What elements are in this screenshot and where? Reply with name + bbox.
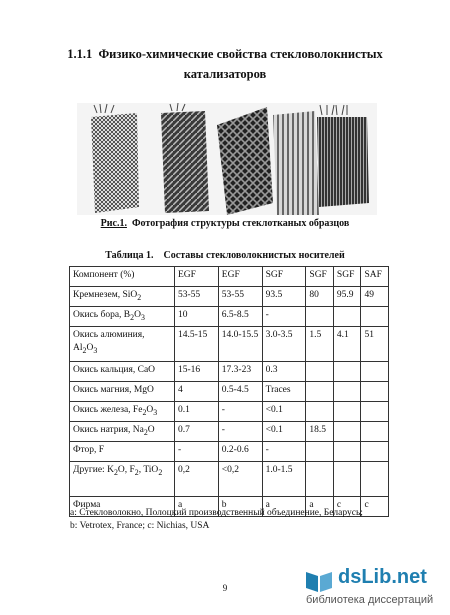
footnote-line1: a: Стекловолокно, Полоцкий производственный объединение, Беларусь; (70, 508, 363, 518)
value-cell (306, 307, 334, 327)
component-subscript: 2 (134, 467, 139, 477)
table-row (70, 422, 389, 442)
component-name-text: Окись натрия, Na (73, 425, 144, 435)
component-subscript: 2 (158, 467, 163, 477)
component-name-cell (70, 287, 175, 307)
header-cell: SGF (333, 267, 361, 287)
value-cell: 14.0-15.5 (218, 327, 262, 362)
value-cell: 4.1 (333, 327, 361, 362)
value-cell (361, 362, 389, 382)
page-number: 9 (222, 583, 228, 593)
component-name-text: O (86, 343, 94, 353)
watermark-brand: dsLib.net (338, 566, 427, 588)
figure-caption (40, 218, 410, 229)
value-cell (361, 402, 389, 422)
watermark-tagline: библиотека диссертаций (306, 594, 434, 606)
value-cell: 93.5 (262, 287, 306, 307)
value-cell: 10 (174, 307, 218, 327)
value-cell: <0.1 (262, 422, 306, 442)
component-name-text: O (146, 405, 154, 415)
value-cell: a (306, 497, 334, 517)
section-title-line2: катализаторов (183, 67, 267, 81)
table-row (70, 327, 389, 362)
component-subscript: 2 (137, 292, 142, 302)
value-cell: 0.7 (174, 422, 218, 442)
value-cell: - (262, 442, 306, 462)
component-subscript: 2 (113, 467, 118, 477)
value-cell: a (262, 497, 306, 517)
value-cell: 3.0-3.5 (262, 327, 306, 362)
fabric-sample-4 (273, 111, 319, 215)
figure-label: Рис.1. (100, 218, 127, 229)
value-cell: 53-55 (218, 287, 262, 307)
table-row (70, 382, 389, 402)
value-cell: 1.5 (306, 327, 334, 362)
component-name-cell (70, 382, 175, 402)
value-cell: b (218, 497, 262, 517)
header-cell: SGF (262, 267, 306, 287)
figure-caption-text: Фотография структуры стеклотканых образцов (131, 218, 350, 229)
value-cell: 6.5-8.5 (218, 307, 262, 327)
value-cell (361, 307, 389, 327)
value-cell (333, 307, 361, 327)
value-cell (361, 462, 389, 497)
component-subscript: 3 (153, 407, 158, 417)
component-name-text: Другие: K (73, 465, 114, 475)
fabric-sample-5 (317, 117, 369, 207)
value-cell: 49 (361, 287, 389, 307)
value-cell: - (262, 307, 306, 327)
value-cell: c (333, 497, 361, 517)
value-cell (333, 422, 361, 442)
value-cell (306, 362, 334, 382)
value-cell: c (361, 497, 389, 517)
value-cell: a (174, 497, 218, 517)
component-subscript: 3 (140, 312, 145, 322)
value-cell: <0.1 (262, 402, 306, 422)
value-cell (306, 382, 334, 402)
value-cell: 0.5-4.5 (218, 382, 262, 402)
book-icon (304, 568, 334, 594)
component-name-text: Окись магния, MgO (73, 385, 154, 395)
component-name-text: , TiO (138, 465, 159, 475)
header-cell: Компонент (%) (70, 267, 175, 287)
component-subscript: 3 (93, 345, 98, 355)
header-cell: SAF (361, 267, 389, 287)
fabric-sample-1 (91, 113, 139, 213)
value-cell: - (218, 402, 262, 422)
component-subscript: 2 (82, 345, 87, 355)
value-cell (361, 382, 389, 402)
section-heading-line1 (40, 44, 410, 64)
component-name-text: O (147, 425, 155, 435)
table-footnote (70, 507, 410, 533)
value-cell: 0,2 (174, 462, 218, 497)
fabric-sample-2 (161, 111, 209, 213)
value-cell: - (218, 422, 262, 442)
table-title (40, 250, 410, 261)
value-cell (333, 382, 361, 402)
table-label: Таблица 1. (105, 250, 154, 261)
value-cell: 95.9 (333, 287, 361, 307)
value-cell (361, 442, 389, 462)
component-name-text: O, F (117, 465, 135, 475)
component-name-cell (70, 462, 175, 497)
table-title-text: Составы стекловолокнистых носителей (163, 250, 345, 261)
table-row (70, 307, 389, 327)
section-title-line1: Физико-химические свойства стекловолокнистых (98, 47, 383, 61)
table-row (70, 362, 389, 382)
component-name-cell (70, 402, 175, 422)
table-row (70, 287, 389, 307)
section-heading (40, 44, 410, 84)
value-cell: 4 (174, 382, 218, 402)
value-cell: 51 (361, 327, 389, 362)
value-cell (306, 442, 334, 462)
section-number: 1.1.1 (67, 47, 93, 61)
header-cell: SGF (306, 267, 334, 287)
component-name-cell (70, 422, 175, 442)
component-name-text: Окись алюминия, Al (73, 330, 145, 353)
component-name-cell (70, 307, 175, 327)
fabric-samples-photo (77, 103, 377, 215)
value-cell (333, 462, 361, 497)
footnote-line2: b: Vetrotex, France; c: Nichias, USA (70, 521, 210, 531)
value-cell: - (174, 442, 218, 462)
component-name-text: O (134, 310, 141, 320)
value-cell: 14.5-15 (174, 327, 218, 362)
value-cell (306, 402, 334, 422)
table-row (70, 442, 389, 462)
value-cell: 15-16 (174, 362, 218, 382)
component-name-text: Окись бора, B (73, 310, 131, 320)
component-subscript: 2 (130, 312, 135, 322)
component-name-cell (70, 327, 175, 362)
value-cell: Traces (262, 382, 306, 402)
value-cell: 1.0-1.5 (262, 462, 306, 497)
value-cell (306, 462, 334, 497)
table-row (70, 402, 389, 422)
value-cell: 53-55 (174, 287, 218, 307)
value-cell: 0.3 (262, 362, 306, 382)
component-name-text: Фирма (73, 500, 101, 510)
watermark-logo (298, 566, 448, 612)
component-name-cell (70, 442, 175, 462)
component-subscript: 2 (143, 427, 148, 437)
value-cell: 18.5 (306, 422, 334, 442)
value-cell: 0.2-0.6 (218, 442, 262, 462)
fabric-sample-3 (217, 107, 273, 215)
component-name-text: Окись кальция, CaO (73, 365, 156, 375)
value-cell: 80 (306, 287, 334, 307)
component-name-text: Фтор, F (73, 445, 105, 455)
header-cell: EGF (174, 267, 218, 287)
value-cell: 0.1 (174, 402, 218, 422)
table-header-row (70, 267, 389, 287)
value-cell: 17.3-23 (218, 362, 262, 382)
component-subscript: 2 (142, 407, 147, 417)
component-name-cell (70, 362, 175, 382)
value-cell (333, 362, 361, 382)
value-cell (361, 422, 389, 442)
header-cell: EGF (218, 267, 262, 287)
value-cell (333, 402, 361, 422)
table-row (70, 462, 389, 497)
component-name-text: Окись железа, Fe (73, 405, 143, 415)
value-cell: <0,2 (218, 462, 262, 497)
component-name-text: Кремнезем, SiO (73, 290, 138, 300)
table-body (70, 287, 389, 517)
composition-table (69, 266, 389, 517)
value-cell (333, 442, 361, 462)
